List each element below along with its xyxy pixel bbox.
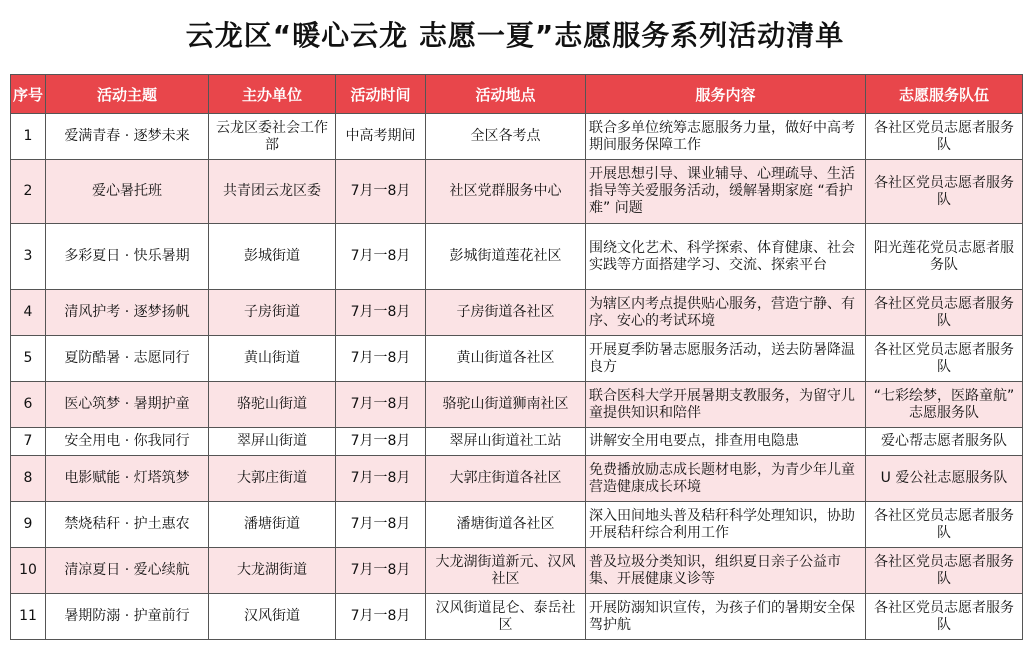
cell-content: 深入田间地头普及秸秆科学处理知识，协助开展秸秆综合利用工作	[586, 502, 866, 548]
table-row	[11, 114, 1023, 160]
table-row	[11, 428, 1023, 456]
cell-no: 9	[11, 502, 46, 548]
cell-theme: 安全用电 · 你我同行	[46, 428, 209, 456]
cell-theme: 爱心暑托班	[46, 160, 209, 224]
cell-team: 各社区党员志愿者服务队	[866, 336, 1023, 382]
cell-host: 汉风街道	[209, 594, 336, 640]
cell-host: 云龙区委社会工作部	[209, 114, 336, 160]
cell-no: 3	[11, 224, 46, 290]
cell-team: 各社区党员志愿者服务队	[866, 114, 1023, 160]
cell-no: 1	[11, 114, 46, 160]
cell-host: 子房街道	[209, 290, 336, 336]
table-row	[11, 548, 1023, 594]
cell-place: 大龙湖街道新元、汉风社区	[426, 548, 586, 594]
cell-team: 各社区党员志愿者服务队	[866, 594, 1023, 640]
cell-no: 5	[11, 336, 46, 382]
cell-time: 7月一8月	[336, 456, 426, 502]
cell-content: 普及垃圾分类知识，组织夏日亲子公益市集、开展健康义诊等	[586, 548, 866, 594]
activity-table	[10, 74, 1023, 640]
cell-host: 共青团云龙区委	[209, 160, 336, 224]
cell-theme: 医心筑梦 · 暑期护童	[46, 382, 209, 428]
table-row	[11, 290, 1023, 336]
cell-content: 联合医科大学开展暑期支教服务，为留守儿童提供知识和陪伴	[586, 382, 866, 428]
cell-place: 全区各考点	[426, 114, 586, 160]
header-cell-no: 序号	[11, 75, 46, 114]
table-row	[11, 224, 1023, 290]
cell-host: 黄山街道	[209, 336, 336, 382]
cell-content: 开展思想引导、课业辅导、心理疏导、生活指导等关爱服务活动，缓解暑期家庭 “看护难” 问题	[586, 160, 866, 224]
cell-host: 潘塘街道	[209, 502, 336, 548]
header-cell-place: 活动地点	[426, 75, 586, 114]
table-row	[11, 160, 1023, 224]
cell-no: 6	[11, 382, 46, 428]
cell-time: 中高考期间	[336, 114, 426, 160]
header-cell-theme: 活动主题	[46, 75, 209, 114]
header-cell-host: 主办单位	[209, 75, 336, 114]
cell-team: 阳光莲花党员志愿者服务队	[866, 224, 1023, 290]
cell-theme: 多彩夏日 · 快乐暑期	[46, 224, 209, 290]
cell-host: 骆驼山街道	[209, 382, 336, 428]
cell-host: 大郭庄街道	[209, 456, 336, 502]
table-row	[11, 502, 1023, 548]
header-cell-team: 志愿服务队伍	[866, 75, 1023, 114]
table-row	[11, 336, 1023, 382]
cell-no: 10	[11, 548, 46, 594]
cell-team: U 爱公社志愿服务队	[866, 456, 1023, 502]
cell-time: 7月一8月	[336, 382, 426, 428]
cell-team: 各社区党员志愿者服务队	[866, 160, 1023, 224]
cell-place: 大郭庄街道各社区	[426, 456, 586, 502]
cell-content: 讲解安全用电要点，排查用电隐患	[586, 428, 866, 456]
cell-team: 各社区党员志愿者服务队	[866, 502, 1023, 548]
cell-host: 翠屏山街道	[209, 428, 336, 456]
cell-host: 大龙湖街道	[209, 548, 336, 594]
cell-no: 7	[11, 428, 46, 456]
table-header-row	[11, 75, 1023, 114]
cell-place: 黄山街道各社区	[426, 336, 586, 382]
cell-content: 围绕文化艺术、科学探索、体育健康、社会实践等方面搭建学习、交流、探索平台	[586, 224, 866, 290]
cell-place: 汉风街道昆仑、泰岳社区	[426, 594, 586, 640]
header-cell-content: 服务内容	[586, 75, 866, 114]
cell-theme: 夏防酷暑 · 志愿同行	[46, 336, 209, 382]
cell-time: 7月一8月	[336, 428, 426, 456]
cell-place: 潘塘街道各社区	[426, 502, 586, 548]
cell-no: 11	[11, 594, 46, 640]
cell-time: 7月一8月	[336, 224, 426, 290]
cell-no: 8	[11, 456, 46, 502]
cell-time: 7月一8月	[336, 594, 426, 640]
table-row	[11, 382, 1023, 428]
cell-content: 为辖区内考点提供贴心服务，营造宁静、有序、安心的考试环境	[586, 290, 866, 336]
cell-content: 联合多单位统筹志愿服务力量，做好中高考期间服务保障工作	[586, 114, 866, 160]
cell-content: 免费播放励志成长题材电影，为青少年儿童营造健康成长环境	[586, 456, 866, 502]
cell-time: 7月一8月	[336, 548, 426, 594]
cell-team: “七彩绘梦，医路童航” 志愿服务队	[866, 382, 1023, 428]
cell-theme: 清风护考 · 逐梦扬帆	[46, 290, 209, 336]
header-cell-time: 活动时间	[336, 75, 426, 114]
document-title: 云龙区“暖心云龙 志愿一夏”志愿服务系列活动清单	[185, 19, 845, 52]
cell-theme: 电影赋能 · 灯塔筑梦	[46, 456, 209, 502]
cell-content: 开展夏季防暑志愿服务活动，送去防暑降温良方	[586, 336, 866, 382]
cell-no: 4	[11, 290, 46, 336]
cell-theme: 暑期防溺 · 护童前行	[46, 594, 209, 640]
cell-no: 2	[11, 160, 46, 224]
cell-place: 彭城街道莲花社区	[426, 224, 586, 290]
table-row	[11, 456, 1023, 502]
cell-time: 7月一8月	[336, 502, 426, 548]
cell-place: 翠屏山街道社工站	[426, 428, 586, 456]
cell-time: 7月一8月	[336, 290, 426, 336]
cell-theme: 爱满青春 · 逐梦未来	[46, 114, 209, 160]
cell-theme: 禁烧秸秆 · 护土惠农	[46, 502, 209, 548]
cell-theme: 清凉夏日 · 爱心续航	[46, 548, 209, 594]
cell-host: 彭城街道	[209, 224, 336, 290]
cell-place: 子房街道各社区	[426, 290, 586, 336]
cell-time: 7月一8月	[336, 336, 426, 382]
cell-time: 7月一8月	[336, 160, 426, 224]
cell-place: 社区党群服务中心	[426, 160, 586, 224]
cell-team: 各社区党员志愿者服务队	[866, 548, 1023, 594]
table-row	[11, 594, 1023, 640]
cell-team: 各社区党员志愿者服务队	[866, 290, 1023, 336]
cell-content: 开展防溺知识宣传，为孩子们的暑期安全保驾护航	[586, 594, 866, 640]
cell-place: 骆驼山街道狮南社区	[426, 382, 586, 428]
cell-team: 爱心帮志愿者服务队	[866, 428, 1023, 456]
